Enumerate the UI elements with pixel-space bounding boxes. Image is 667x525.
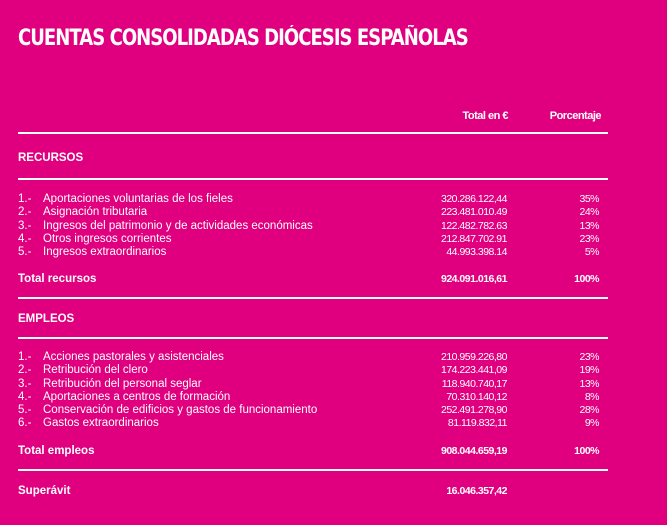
row-label: Asignación tributaria — [43, 206, 148, 219]
divider — [18, 178, 608, 180]
row-percentage: 24% — [579, 206, 599, 219]
recursos-row — [18, 246, 608, 259]
row-percentage: 13% — [579, 219, 599, 232]
row-label: Retribución del personal seglar — [43, 377, 202, 390]
row-percentage: 13% — [579, 377, 599, 390]
row-number: 4.- — [18, 232, 32, 245]
row-label: Ingresos extraordinarios — [43, 246, 167, 259]
row-number: 3.- — [18, 219, 32, 232]
divider — [18, 297, 608, 299]
row-percentage: 5% — [584, 246, 599, 259]
row-value: 70.310.140,12 — [446, 390, 507, 403]
row-number: 6.- — [18, 417, 32, 430]
page-title: CUENTAS CONSOLIDADAS DIÓCESIS ESPAÑOLAS — [18, 26, 468, 51]
row-value: 223.481.010.49 — [441, 206, 507, 219]
row-value: 44.993.398.14 — [446, 246, 507, 259]
row-value: 212.847.702.91 — [441, 232, 507, 245]
empleos-row — [18, 404, 608, 417]
row-label: Ingresos del patrimonio y de actividades económicas — [43, 219, 313, 232]
row-label: Aportaciones voluntarias de los fieles — [43, 193, 233, 205]
total-empleos-value: 908.044.659,19 — [441, 445, 507, 457]
total-empleos-percentage: 100% — [574, 445, 599, 457]
superavit-row — [18, 484, 608, 498]
row-label: Conservación de edificios y gastos de funcionamiento — [43, 404, 318, 417]
percentage-column-header: Porcentaje — [549, 110, 601, 122]
divider — [18, 469, 608, 471]
row-percentage: 9% — [584, 417, 599, 430]
empleos-heading: EMPLEOS — [18, 313, 75, 325]
empleos-row — [18, 378, 608, 391]
row-number: 5.- — [18, 404, 32, 417]
empleos-list — [18, 351, 608, 431]
row-label: Otros ingresos corrientes — [43, 232, 172, 245]
total-column-header: Total en € — [462, 110, 508, 122]
row-value: 122.482.782.63 — [441, 219, 507, 232]
empleos-row — [18, 391, 608, 404]
divider — [18, 132, 608, 134]
total-recursos-row — [18, 272, 608, 286]
row-percentage: 23% — [579, 351, 599, 363]
total-empleos-label: Total empleos — [18, 445, 95, 457]
recursos-row — [18, 193, 608, 206]
empleos-row — [18, 364, 608, 377]
divider — [18, 337, 608, 339]
recursos-list — [18, 193, 608, 259]
total-recursos-percentage: 100% — [574, 273, 599, 285]
row-percentage: 23% — [579, 232, 599, 245]
superavit-value: 16.046.357,42 — [446, 485, 507, 497]
row-number: 3.- — [18, 377, 32, 390]
row-percentage: 28% — [579, 404, 599, 417]
recursos-row — [18, 206, 608, 219]
row-value: 210.959.226,80 — [441, 351, 507, 363]
row-label: Retribución del clero — [43, 364, 148, 377]
row-number: 1.- — [18, 351, 32, 363]
row-number: 2.- — [18, 364, 32, 377]
row-number: 4.- — [18, 390, 32, 403]
row-label: Acciones pastorales y asistenciales — [43, 351, 224, 363]
row-percentage: 19% — [579, 364, 599, 377]
recursos-row — [18, 220, 608, 233]
total-recursos-value: 924.091.016,61 — [441, 273, 507, 285]
row-value: 252.491.278,90 — [441, 404, 507, 417]
row-label: Gastos extraordinarios — [43, 417, 159, 430]
row-value: 320.286.122,44 — [441, 193, 507, 205]
recursos-heading: RECURSOS — [18, 152, 84, 164]
superavit-label: Superávit — [18, 485, 71, 497]
row-number: 2.- — [18, 206, 32, 219]
recursos-row — [18, 233, 608, 246]
row-number: 5.- — [18, 246, 32, 259]
row-percentage: 35% — [579, 193, 599, 205]
row-value: 174.223.441,09 — [441, 364, 507, 377]
total-empleos-row — [18, 444, 608, 458]
row-number: 1.- — [18, 193, 32, 205]
row-percentage: 8% — [584, 390, 599, 403]
row-label: Aportaciones a centros de formación — [43, 390, 231, 403]
row-value: 81.119.832,11 — [447, 417, 507, 430]
total-recursos-label: Total recursos — [18, 273, 97, 285]
empleos-row — [18, 351, 608, 364]
row-value: 118.940.740,17 — [441, 377, 507, 390]
empleos-row — [18, 417, 608, 430]
